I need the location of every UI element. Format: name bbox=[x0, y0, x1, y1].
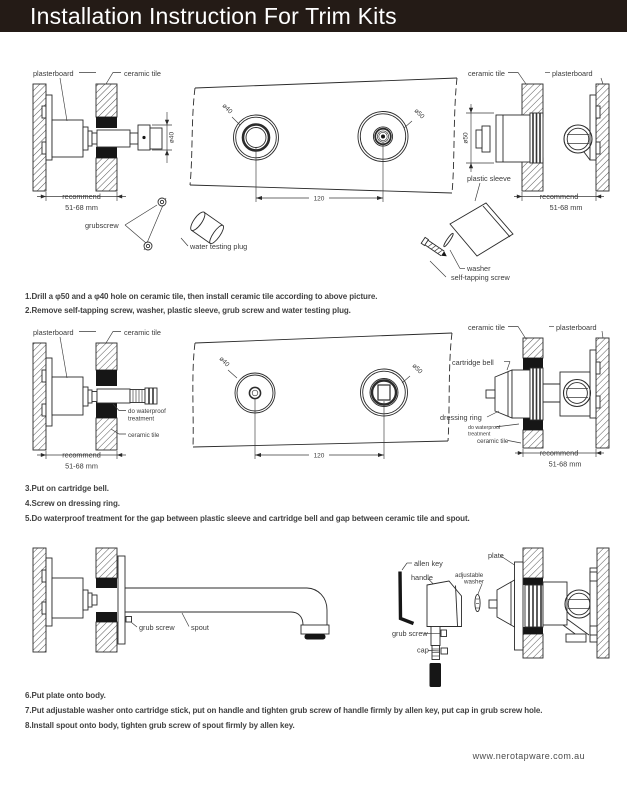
label-ceramic-tile-2: ceramic tile bbox=[477, 438, 509, 445]
svg-text:recommend: recommend bbox=[62, 450, 101, 460]
dimension-depth bbox=[514, 192, 604, 212]
row1-center-front-view bbox=[190, 78, 457, 203]
instruction-step-1: 1.Drill a φ50 and a φ40 hole on ceramic tile, then install ceramic tile according to above picture. bbox=[25, 292, 378, 301]
valve-body bbox=[543, 350, 600, 418]
label-grub-screw: grub screw bbox=[392, 629, 428, 638]
row3-middle-exploded-view bbox=[392, 551, 516, 687]
svg-text:51-68 mm: 51-68 mm bbox=[65, 461, 98, 471]
row2-left-wall-section bbox=[33, 328, 166, 471]
ceramic-tile-wall bbox=[523, 338, 543, 358]
label-treatment: treatment bbox=[468, 431, 491, 438]
label-dia40: ø40 bbox=[217, 355, 231, 369]
svg-text:120: 120 bbox=[313, 452, 325, 460]
svg-text:51-68 mm: 51-68 mm bbox=[549, 203, 583, 212]
label-adjustable: adjustable bbox=[455, 572, 484, 579]
row1-left-wall-section bbox=[33, 69, 247, 251]
label-washer: washer bbox=[467, 264, 491, 273]
svg-text:51-68 mm: 51-68 mm bbox=[65, 203, 98, 212]
water-testing-plug bbox=[188, 210, 226, 245]
row1-right-wall-section bbox=[421, 69, 609, 282]
label-treatment: treatment bbox=[128, 415, 155, 423]
label-allen-key: allen key bbox=[414, 559, 443, 568]
label-dia50: ø50 bbox=[412, 107, 426, 121]
instruction-step-7: 7.Put adjustable washer onto cartridge stick, put on handle and tighten grub screw of handle firmly by allen key, put cap in grub screw hole. bbox=[25, 705, 543, 715]
diagram-row1 bbox=[0, 55, 627, 290]
label-do-waterproof: do waterproof bbox=[468, 425, 501, 431]
row3-left-spout-section bbox=[33, 548, 329, 652]
svg-text:recommend: recommend bbox=[62, 192, 101, 201]
label-cap: cap bbox=[417, 645, 429, 655]
label-spout: spout bbox=[191, 623, 209, 632]
valve-body bbox=[42, 558, 97, 626]
website-url: www.nerotapware.com.au bbox=[472, 751, 585, 761]
label-grubscrew: grubscrew bbox=[85, 221, 119, 230]
spout-grub-screw bbox=[126, 617, 132, 623]
label-water-testing-plug: water testing plug bbox=[190, 242, 248, 251]
label-plate: plate bbox=[488, 551, 504, 560]
ceramic-tile-wall bbox=[523, 548, 543, 578]
label-plasterboard: plasterboard bbox=[556, 323, 597, 332]
label-ceramic-tile: ceramic tile bbox=[468, 323, 505, 332]
label-dia40: ø40 bbox=[220, 102, 234, 116]
instruction-step-8: 8.Install spout onto body, tighten grub screw of spout firmly by allen key. bbox=[25, 720, 295, 730]
label-plastic-sleeve: plastic sleeve bbox=[467, 174, 511, 183]
instruction-step-6: 6.Put plate onto body. bbox=[25, 690, 106, 700]
adjustable-washer bbox=[475, 594, 480, 611]
label-ceramic-tile: ceramic tile bbox=[468, 69, 505, 78]
plasterboard-wall bbox=[33, 84, 46, 191]
svg-text:ø40: ø40 bbox=[168, 131, 176, 144]
dimension-depth bbox=[515, 449, 604, 469]
cartridge-stick bbox=[430, 627, 442, 688]
label-do-waterproof: do waterproof bbox=[128, 408, 166, 415]
label-handle: handle bbox=[411, 573, 433, 582]
svg-text:ø50: ø50 bbox=[462, 132, 470, 144]
row2-right-wall-section bbox=[440, 323, 609, 469]
label-grub-screw: grub screw bbox=[139, 623, 175, 632]
svg-text:51-68 mm: 51-68 mm bbox=[548, 459, 582, 469]
label-washer: washer bbox=[464, 578, 484, 586]
grubscrew-and-plug bbox=[85, 198, 247, 251]
plasterboard-wall bbox=[596, 84, 609, 191]
self-tapping-screw-part bbox=[421, 233, 454, 260]
label-plasterboard: plasterboard bbox=[33, 328, 74, 337]
plastic-sleeve-part bbox=[450, 203, 513, 256]
row2-center-front-view bbox=[193, 333, 452, 460]
label-plasterboard: plasterboard bbox=[33, 69, 74, 78]
plate bbox=[515, 562, 524, 650]
instruction-step-3: 3.Put on cartridge bell. bbox=[25, 483, 109, 493]
plasterboard-wall bbox=[597, 548, 609, 658]
row3-right-wall-section bbox=[489, 548, 609, 658]
dimension-depth bbox=[37, 192, 126, 212]
handle bbox=[427, 581, 462, 627]
diagram-row3 bbox=[0, 540, 627, 692]
ceramic-tile-wall bbox=[96, 548, 117, 578]
plasterboard-wall bbox=[33, 548, 46, 652]
page-title: Installation Instruction For Trim Kits bbox=[30, 3, 397, 29]
diagram-row2 bbox=[0, 320, 627, 480]
plastic-sleeve-installed bbox=[476, 113, 543, 163]
label-plasterboard: plasterboard bbox=[552, 69, 593, 78]
label-self-tapping-screw: self-tapping screw bbox=[451, 273, 510, 282]
plasterboard-wall bbox=[596, 338, 609, 448]
label-dia50: ø50 bbox=[410, 362, 424, 376]
svg-text:recommend: recommend bbox=[539, 192, 579, 201]
valve-body bbox=[564, 95, 600, 160]
header-bar bbox=[0, 0, 627, 32]
handle-grub-screw bbox=[441, 630, 447, 637]
dimension-120 bbox=[255, 399, 384, 460]
label-dressing-ring: dressing ring bbox=[440, 413, 482, 422]
cap bbox=[441, 648, 448, 654]
label-ceramic-tile: ceramic tile bbox=[124, 328, 161, 337]
label-cartridge-bell: cartridge bell bbox=[452, 358, 494, 367]
dimension-depth bbox=[37, 451, 126, 471]
svg-text:120: 120 bbox=[313, 195, 325, 203]
svg-text:recommend: recommend bbox=[539, 448, 579, 458]
cartridge-bell-installed bbox=[486, 368, 543, 420]
dimension-120 bbox=[256, 142, 383, 203]
instruction-step-5: 5.Do waterproof treatment for the gap between plastic sleeve and cartridge bell and gap between ceramic tile and spout. bbox=[25, 513, 470, 523]
ceramic-tile-wall bbox=[96, 84, 117, 117]
plasterboard-wall bbox=[33, 343, 46, 450]
ceramic-tile-wall bbox=[522, 84, 543, 117]
footer bbox=[0, 751, 585, 761]
instruction-step-2: 2.Remove self-tapping screw, washer, plastic sleeve, grub screw and water testing plug. bbox=[25, 306, 351, 315]
instruction-step-4: 4.Screw on dressing ring. bbox=[25, 498, 120, 508]
label-ceramic-tile: ceramic tile bbox=[124, 69, 161, 78]
ceramic-tile-wall bbox=[96, 343, 117, 370]
label-ceramic-tile-2: ceramic tile bbox=[128, 432, 160, 439]
